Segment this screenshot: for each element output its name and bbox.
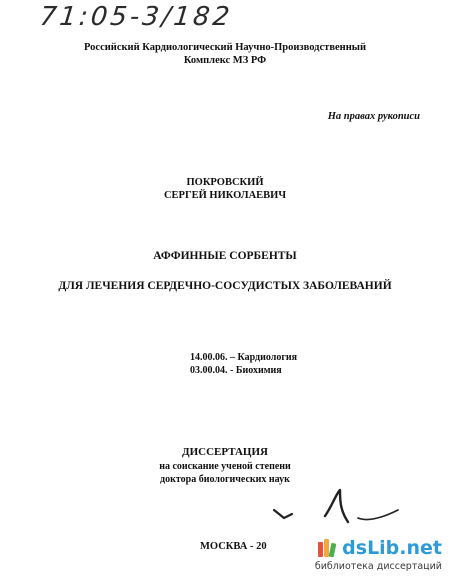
title-line-2: ДЛЯ ЛЕЧЕНИЯ СЕРДЕЧНО-СОСУДИСТЫХ ЗАБОЛЕВАНИЙ: [58, 280, 392, 292]
author-block: [0, 176, 450, 202]
institution-name: [0, 41, 450, 67]
institution-line-1: Российский Кардиологический Научно-Производственный: [84, 42, 366, 53]
degree-line-1: на соискание ученой степени: [159, 461, 291, 472]
books-logo-icon: [317, 537, 339, 559]
watermark-caption: библиотека диссертаций: [314, 561, 442, 572]
specialty-item: 14.00.06. – Кардиология: [190, 352, 298, 363]
archive-number: 71:05-3/182: [38, 2, 234, 32]
author-surname: ПОКРОВСКИЙ: [186, 177, 264, 188]
rights-note: На правах рукописи: [327, 111, 420, 122]
specialty-codes: [190, 351, 297, 377]
specialty-item: 03.00.04. - Биохимия: [190, 365, 282, 376]
title-line-1: АФФИННЫЕ СОРБЕНТЫ: [153, 250, 297, 262]
city-year: МОСКВА - 20: [200, 541, 267, 552]
dslib-watermark: [302, 537, 442, 577]
dissertation-heading: ДИССЕРТАЦИЯ: [182, 446, 268, 458]
author-given-names: СЕРГЕЙ НИКОЛАЕВИЧ: [163, 190, 287, 201]
dissertation-degree: [0, 460, 450, 486]
degree-line-2: доктора биологических наук: [160, 474, 290, 485]
institution-line-2: Комплекс МЗ РФ: [183, 55, 267, 66]
watermark-name: dsLib.net: [342, 537, 442, 559]
handwritten-signature: [270, 488, 410, 530]
